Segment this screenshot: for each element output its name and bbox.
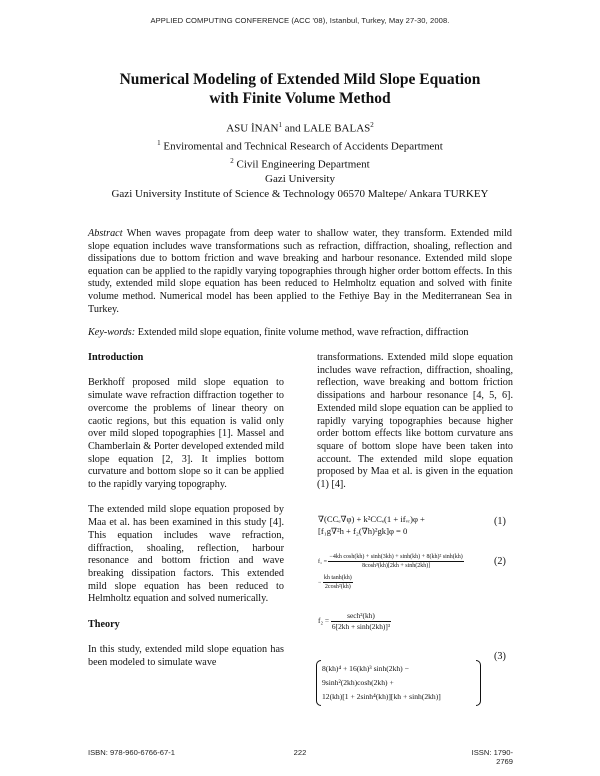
equation-1-line-1: ∇(CCₑ∇φ) + k²CCₑ(1 + ifᵥᵣ)φ +: [318, 514, 425, 524]
equation-3-numerator: sech²(kh): [331, 611, 391, 622]
equation-3-line-2: 9sinh²(2kh)cosh(2kh) +: [322, 678, 394, 687]
footer-isbn: ISBN: 978-960-6766-67-1: [88, 748, 175, 757]
title-line-1: Numerical Modeling of Extended Mild Slope Equation: [119, 71, 481, 88]
equation-2-line-2: [318, 574, 353, 591]
equation-2-denominator: 8cosh³(kh)[2kh + sinh(2kh)]: [362, 563, 431, 569]
footer-page-number: 222: [293, 748, 307, 757]
equation-2-minus: −: [318, 579, 322, 586]
introduction-heading: Introduction: [88, 352, 144, 363]
introduction-paragraph-2: The extended mild slope equation proposed by Maa et al. has been examined in this study [4]. This equation includes wave refraction, diffraction, shoaling, reflection, harbour resonance and bottom friction and wave breaking dissipation factors. This extended mild slope equation has been reduced to Helmholtz equation and solved numerically.: [88, 504, 284, 605]
equation-3-fraction: [331, 611, 391, 632]
theory-heading: Theory: [88, 618, 120, 630]
equation-2: [318, 553, 464, 570]
right-column-paragraph: transformations. Extended mild slope equation includes wave refraction, diffraction, shoaling, reflection, wave breaking and bottom friction dissipations and harbour resonance [4, 5, 6]. Extended mild slope equation can be applied to rapidly varying topographies because higher order bottom effects like bottom curvature ans square of bottom slope have been taken into account. The extended mild slope equation proposed by Maa et al. is given in the equation (1) [4].: [317, 352, 513, 491]
author-and: and: [281, 122, 304, 135]
abstract-text: When waves propagate from deep water to shallow water, they transform. Extended mild slope equation includes wave transformations such as refraction, diffraction, shoaling, reflection and dissipations due to bottom friction and wave breaking and harbour resonance. Extended mild slope equation can be applied to the rapidly varying topographies through higher order bottom effects. In this study, extended mild slope equation has been reduced to Helmholtz equation and solved with finite volume method. Numerical model has been applied to the Fethiye Bay in the Mediterranean Sea in Turkey.: [88, 228, 512, 315]
university: Gazi University: [265, 173, 335, 186]
equation-2-second-numerator: kh tanh(kh): [323, 575, 352, 581]
keywords-text: Extended mild slope equation, finite volume method, wave refraction, diffraction: [135, 327, 469, 338]
title-line-2: with Finite Volume Method: [209, 90, 391, 107]
institute-address: Gazi University Institute of Science & Technology 06570 Maltepe/ Ankara TURKEY: [111, 187, 489, 200]
equation-3-line-1: 8(kh)⁴ + 16(kh)³ sinh(2kh) −: [322, 664, 409, 673]
equation-3-number: (3): [494, 651, 506, 662]
author-2-sup: 2: [370, 121, 374, 129]
equation-3: [318, 611, 391, 632]
introduction-paragraph-1: Berkhoff proposed mild slope equation to simulate wave refraction diffraction together to overcome the problems of linear theory on caotic regions, but this equation is valid only over mild sloped topographies [1]. Massel and Chamberlain & Porter developed extended mild slope equation [2, 3]. It implies bottom curvature and bottom slope so it can be applied to the rapidly varying topography.: [88, 377, 284, 491]
abstract: [88, 228, 512, 316]
running-header: APPLIED COMPUTING CONFERENCE (ACC '08), Istanbul, Turkey, May 27-30, 2008.: [150, 16, 450, 25]
equation-2-numerator: −4kh cosh(kh) + sinh(3kh) + sinh(kh) + 8(kh)² sinh(kh): [329, 554, 463, 560]
equation-2-second-fraction: [323, 574, 353, 591]
keywords: [88, 327, 512, 340]
equation-3-right-brace: [476, 660, 481, 706]
equation-3-line-3: 12(kh)[1 + 2sinh⁴(kh)][kh + sinh(2kh)]: [322, 692, 441, 701]
paper-title: [0, 70, 600, 108]
affiliation-2: $^2$ Civil Engineering Department: [230, 157, 370, 171]
equation-2-lhs: f₁ =: [318, 558, 327, 565]
equation-2-number: (2): [494, 556, 506, 567]
equation-3-body: [322, 662, 441, 704]
keywords-label: Key-words:: [88, 327, 136, 338]
equation-3-left-brace: [316, 660, 321, 706]
abstract-label: Abstract: [88, 228, 123, 239]
equation-2-fraction: [328, 553, 463, 570]
theory-paragraph-1: In this study, extended mild slope equation has been modeled to simulate wave: [88, 644, 284, 668]
author-block: [0, 118, 600, 201]
author-1-sup: 1: [278, 121, 282, 129]
author-1: ASU İNAN: [226, 122, 279, 135]
author-2: LALE BALAS: [303, 122, 371, 135]
equation-1-line-2: [f₁g∇²h + f₂(∇h)²gk]φ = 0: [318, 526, 408, 536]
author-names: [0, 118, 600, 136]
equation-1-number: (1): [494, 516, 506, 527]
equation-1: [318, 513, 425, 537]
equation-3-denominator: 6[2kh + sinh(2kh)]³: [331, 622, 391, 631]
left-column: [88, 352, 284, 670]
equation-3-lhs: f₂ =: [318, 616, 330, 626]
right-column: [317, 352, 513, 492]
affiliation-1: $^1$ Enviromental and Technical Research of Accidents Department: [157, 139, 443, 153]
footer-issn: ISSN: 1790-2769: [471, 748, 513, 766]
equation-2-second-denominator: 2cosh²(kh): [324, 584, 351, 590]
